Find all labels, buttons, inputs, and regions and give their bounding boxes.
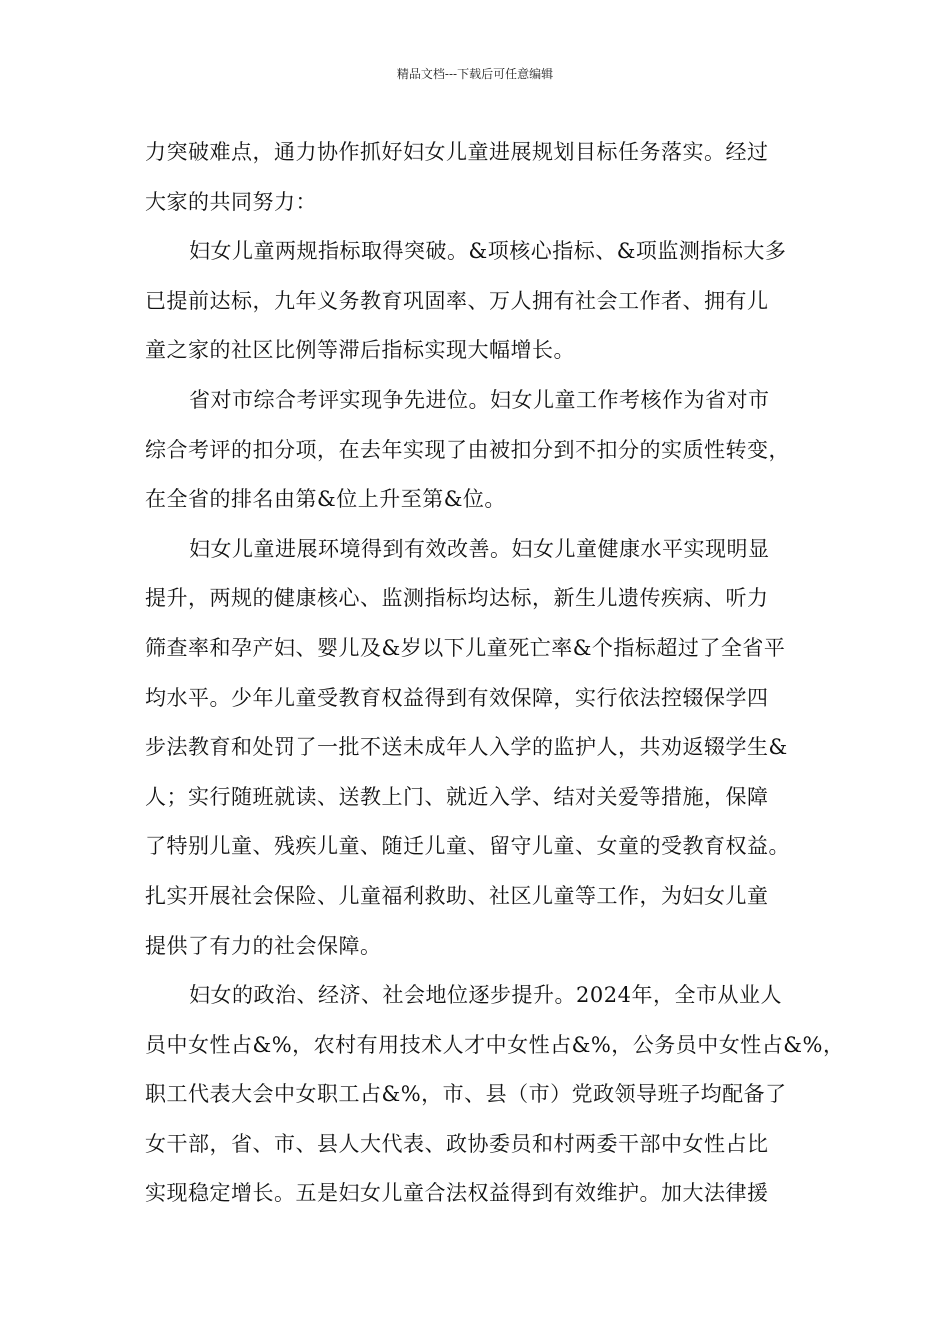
paragraph xyxy=(145,971,845,1219)
text-line: 女干部，省、市、县人大代表、政协委员和村两委干部中女性占比 xyxy=(145,1131,769,1156)
text-line: 提升，两规的健康核心、监测指标均达标，新生儿遗传疾病、听力 xyxy=(145,586,769,611)
page-header: 精品文档---下载后可任意编辑 xyxy=(396,67,554,81)
text-line: 大家的共同努力： xyxy=(145,189,317,214)
text-line: 提供了有力的社会保障。 xyxy=(145,933,382,958)
text-line: 妇女儿童进展环境得到有效改善。妇女儿童健康水平实现明显 xyxy=(189,536,770,561)
text-line: 员中女性占&%，农村有用技术人才中女性占&%，公务员中女性占&%， xyxy=(145,1032,845,1057)
text-line: 筛查率和孕产妇、婴儿及&岁以下儿童死亡率&个指标超过了全省平 xyxy=(145,635,786,660)
text-line: 力突破难点，通力协作抓好妇女儿童进展规划目标任务落实。经过 xyxy=(145,140,769,164)
paragraph xyxy=(145,227,807,376)
paragraph xyxy=(145,128,807,227)
text-line: 省对市综合考评实现争先进位。妇女儿童工作考核作为省对市 xyxy=(189,387,770,412)
text-line: 实现稳定增长。五是妇女儿童合法权益得到有效维护。加大法律援 xyxy=(145,1181,769,1206)
text-line: 妇女儿童两规指标取得突破。&项核心指标、&项监测指标大多 xyxy=(189,239,787,264)
text-line: 在全省的排名由第&位上升至第&位。 xyxy=(145,487,506,512)
text-line: 职工代表大会中女职工占&%，市、县（市）党政领导班子均配备了 xyxy=(145,1082,787,1107)
text-line: 人；实行随班就读、送教上门、就近入学、结对关爱等措施，保障 xyxy=(145,784,769,809)
text-line: 综合考评的扣分项，在去年实现了由被扣分到不扣分的实质性转变， xyxy=(145,437,790,462)
text-line: 已提前达标，九年义务教育巩固率、万人拥有社会工作者、拥有儿 xyxy=(145,288,769,313)
paragraph xyxy=(145,376,807,525)
text-line: 扎实开展社会保险、儿童福利救助、社区儿童等工作，为妇女儿童 xyxy=(145,883,769,908)
text-line: 步法教育和处罚了一批不送未成年人入学的监护人，共劝返辍学生& xyxy=(145,735,788,760)
document-body xyxy=(145,128,845,1219)
text-line: 妇女的政治、经济、社会地位逐步提升。2024年，全市从业人 xyxy=(189,983,782,1008)
paragraph xyxy=(145,525,807,971)
text-line: 童之家的社区比例等滞后指标实现大幅增长。 xyxy=(145,338,575,363)
text-line: 了特别儿童、残疾儿童、随迁儿童、留守儿童、女童的受教育权益。 xyxy=(145,834,790,859)
text-line: 均水平。少年儿童受教育权益得到有效保障，实行依法控辍保学四 xyxy=(145,685,769,710)
